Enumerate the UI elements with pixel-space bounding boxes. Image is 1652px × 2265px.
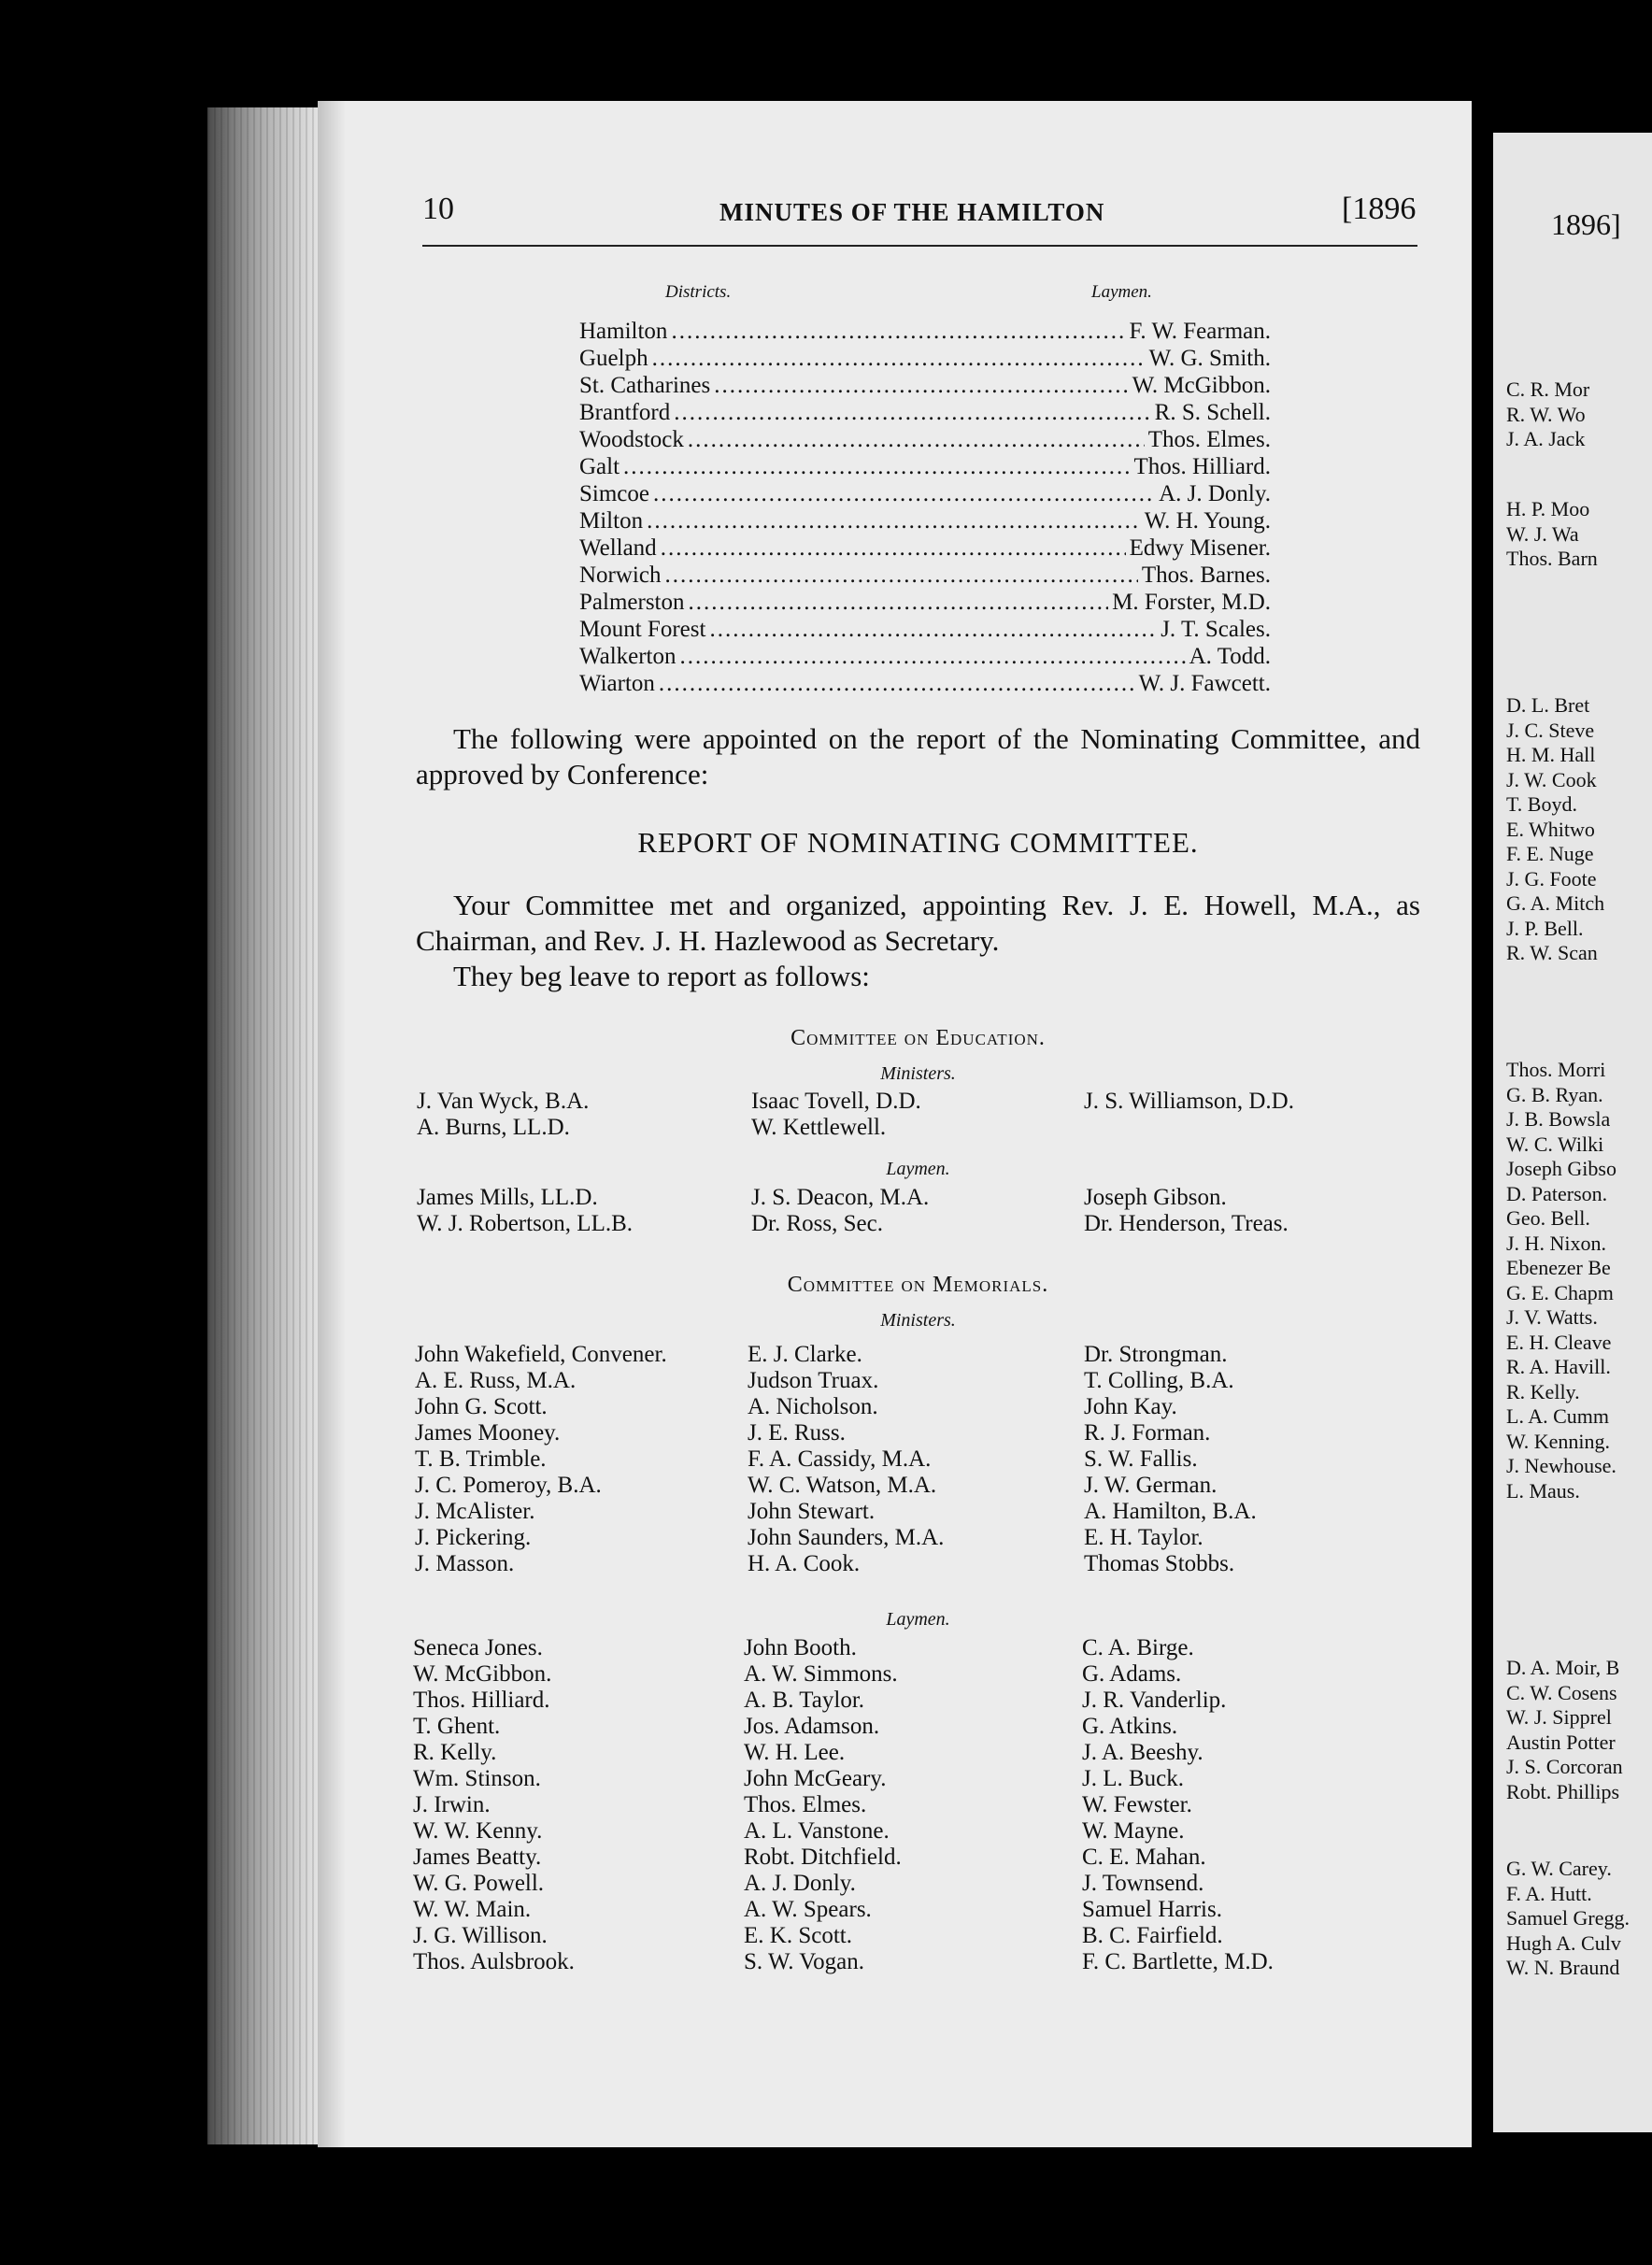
page-number: 10 [422,192,454,226]
report-paragraph: Your Committee met and organized, appointing Rev. J. E. Howell, M.A., as Chairman, and Rev. J. H. Hazlewood as Secretary. [416,889,1420,957]
education-ministers-col-1: J. Van Wyck, B.A. A. Burns, LL.D. [417,1089,590,1140]
right-page-header: 1896] [1551,207,1621,241]
right-names-group-3: D. L. Bret J. C. Steve H. M. Hall J. W. Cook T. Boyd. E. Whitwo F. E. Nuge J. G. Foote G. A. Mitch J. P. Bell. R. W. Scan [1506,693,1605,964]
book-spine-page-edges [207,107,318,2144]
education-laymen-label: Laymen. [886,1159,950,1179]
right-names-group-4: Thos. Morri G. B. Ryan. J. B. Bowsla W. C. Wilki Joseph Gibso D. Paterson. Geo. Bell. J. H. Nixon. Ebenezer Be G. E. Chapm J. V. Watts. E. H. Cleave R. A. Havill. R. Kelly. L. A. Cumm W. Kenning. J. Newhouse. L. Maus. [1506,1058,1616,1503]
district-row: Brantford ..... R. S. Schell. [579,399,1271,426]
education-laymen-col-3: Joseph Gibson. Dr. Henderson, Treas. [1084,1185,1289,1236]
report-line-2: They beg leave to report as follows: [453,960,870,992]
education-laymen-col-2: J. S. Deacon, M.A. Dr. Ross, Sec. [751,1185,930,1236]
education-committee-title: Committee on Education. [790,1026,1046,1050]
education-laymen-col-1: James Mills, LL.D. W. J. Robertson, LL.B. [417,1185,634,1236]
memorials-ministers-col-3: Dr. Strongman. T. Colling, B.A. John Kay. R. J. Forman. S. W. Fallis. J. W. German. A. Hamilton, B.A. E. H. Taylor. Thomas Stobbs. [1084,1342,1257,1576]
intro-paragraph: The following were appointed on the report of the Nominating Committee, and approved by Conference: [416,722,1420,791]
district-row: Palmerston ..... M. Forster, M.D. [579,589,1271,616]
memorials-ministers-label: Ministers. [880,1310,956,1331]
district-row: Woodstock ..... Thos. Elmes. [579,426,1271,453]
memorials-laymen-col-3: C. A. Birge. G. Adams. J. R. Vanderlip. G. Atkins. J. A. Beeshy. J. L. Buck. W. Fewster. W. Mayne. C. E. Mahan. J. Townsend. Samuel Harris. B. C. Fairfield. F. C. Bartlette, M.D. [1082,1635,1274,1974]
education-ministers-label: Ministers. [880,1063,956,1084]
district-row: Galt ..... Thos. Hilliard. [579,453,1271,480]
district-row: St. Catharines ..... W. McGibbon. [579,372,1271,399]
district-row: Walkerton ..... A. Todd. [579,643,1271,670]
right-page [1493,133,1652,2132]
districts-column-header: Districts. [665,282,732,302]
district-row: Norwich ..... Thos. Barnes. [579,562,1271,589]
running-title: MINUTES OF THE HAMILTON [719,198,1105,226]
memorials-laymen-col-1: Seneca Jones. W. McGibbon. Thos. Hilliard. T. Ghent. R. Kelly. Wm. Stinson. J. Irwin. W. W. Kenny. James Beatty. W. G. Powell. W. W. Main. J. G. Willison. Thos. Aulsbrook. [413,1635,575,1974]
running-year: [1896 [1342,192,1417,226]
memorials-laymen-label: Laymen. [886,1609,950,1630]
district-row: Wiarton ..... W. J. Fawcett. [579,670,1271,697]
memorials-laymen-col-2: John Booth. A. W. Simmons. A. B. Taylor. Jos. Adamson. W. H. Lee. John McGeary. Thos. Elmes. A. L. Vanstone. Robt. Ditchfield. A. J. Donly. A. W. Spears. E. K. Scott. S. W. Vogan. [744,1635,902,1974]
district-row: Mount Forest ..... J. T. Scales. [579,616,1271,643]
header-rule [422,245,1417,247]
laymen-column-header: Laymen. [1091,282,1152,302]
district-row: Guelph ..... W. G. Smith. [579,345,1271,372]
district-row: Hamilton ..... F. W. Fearman. [579,318,1271,345]
report-title: REPORT OF NOMINATING COMMITTEE. [637,826,1199,859]
education-ministers-col-3: J. S. Williamson, D.D. [1084,1089,1294,1114]
district-row: Simcoe ..... A. J. Donly. [579,480,1271,507]
right-names-group-5: D. A. Moir, B C. W. Cosens W. J. Sipprel Austin Potter J. S. Corcoran Robt. Phillips [1506,1656,1623,1803]
memorials-committee-title: Committee on Memorials. [787,1273,1049,1297]
right-names-group-2: H. P. Moo W. J. Wa Thos. Barn [1506,497,1598,570]
right-names-group-1: C. R. Mor R. W. Wo J. A. Jack [1506,378,1590,450]
district-row: Welland ..... Edwy Misener. [579,534,1271,562]
right-names-group-6: G. W. Carey. F. A. Hutt. Samuel Gregg. Hugh A. Culv W. N. Braund [1506,1857,1630,1979]
district-row: Milton ..... W. H. Young. [579,507,1271,534]
memorials-ministers-col-2: E. J. Clarke. Judson Truax. A. Nicholson. J. E. Russ. F. A. Cassidy, M.A. W. C. Watson, M.A. John Stewart. John Saunders, M.A. H. A. Cook. [748,1342,945,1576]
education-ministers-col-2: Isaac Tovell, D.D. W. Kettlewell. [751,1089,921,1140]
memorials-ministers-col-1: John Wakefield, Convener. A. E. Russ, M.A. John G. Scott. James Mooney. T. B. Trimble. J. C. Pomeroy, B.A. J. McAlister. J. Pickering. J. Masson. [415,1342,667,1576]
